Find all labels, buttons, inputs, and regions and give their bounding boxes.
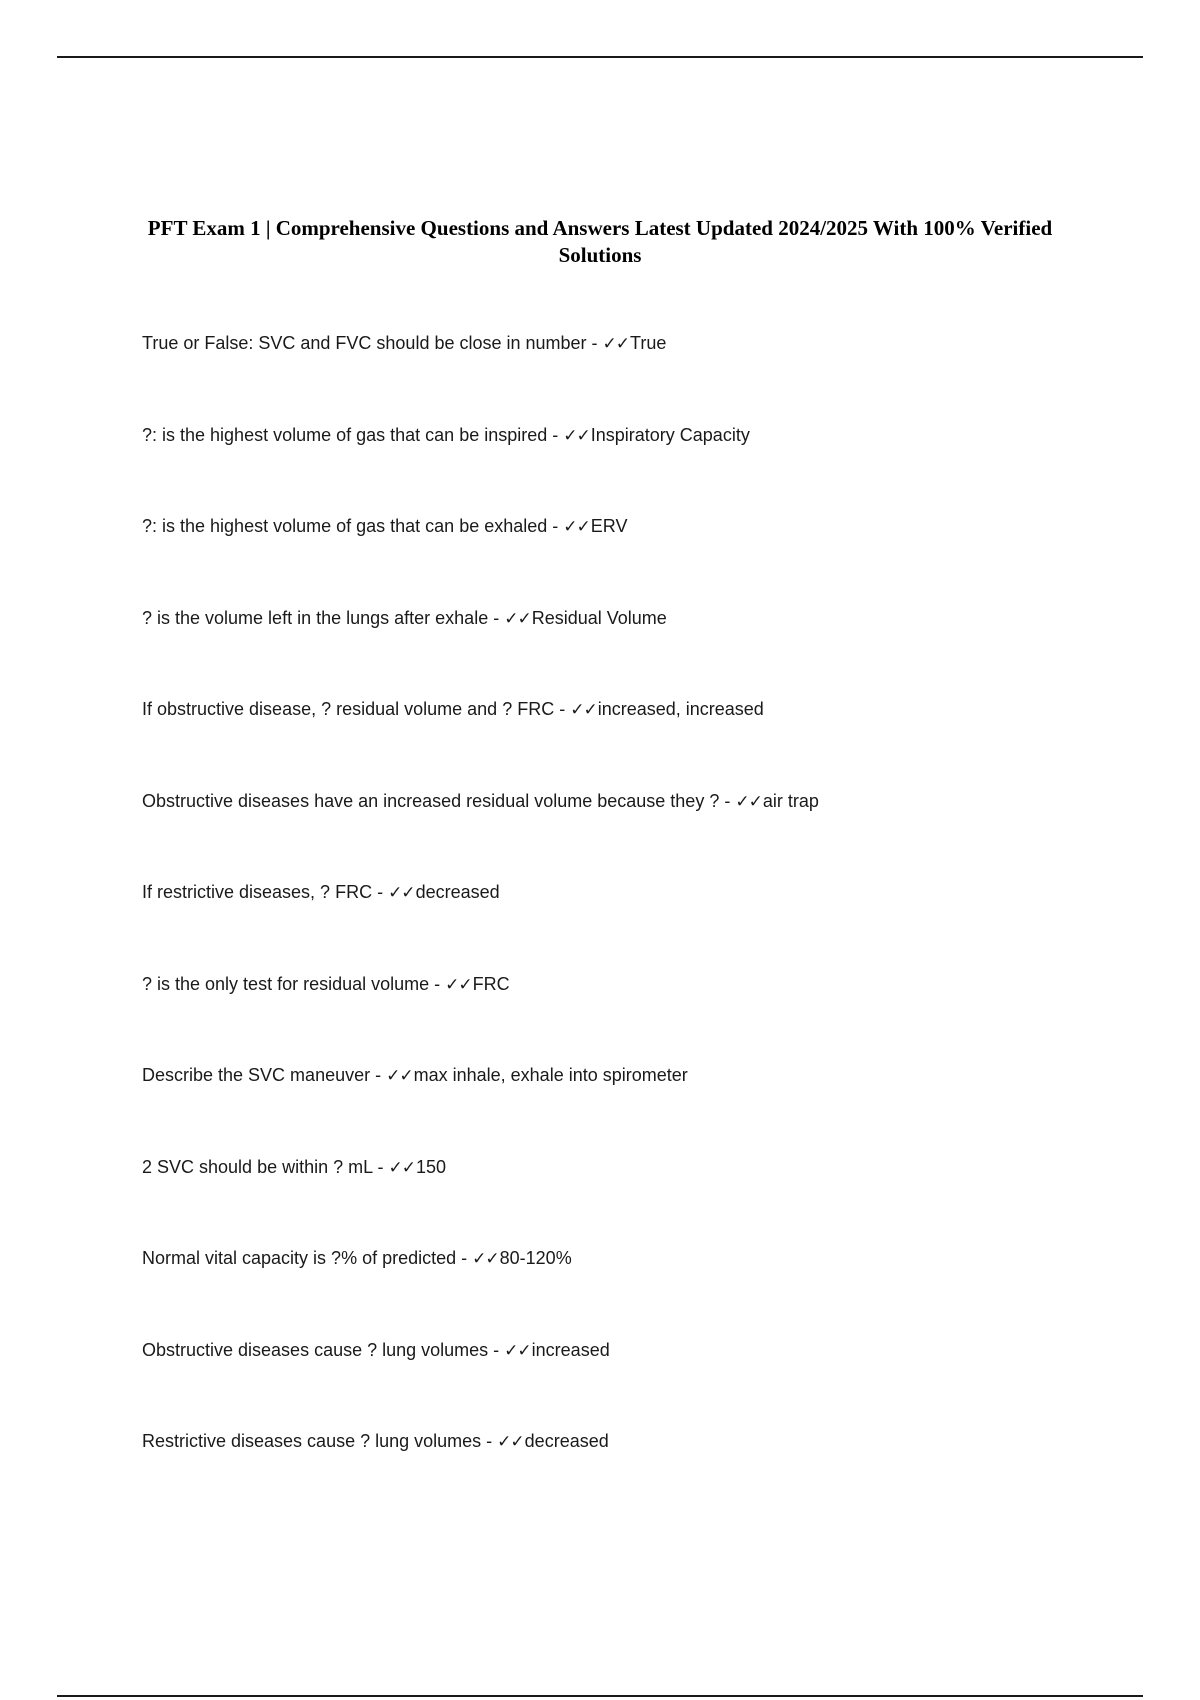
- page-title: PFT Exam 1 | Comprehensive Questions and Answers Latest Updated 2024/2025 With 100% Verified Solutions: [147, 216, 1053, 267]
- check-mark-icon: ✓✓: [388, 883, 415, 903]
- check-mark-icon: ✓✓: [570, 700, 597, 720]
- answer-text: ERV: [590, 516, 628, 536]
- qa-item: [142, 1245, 1122, 1337]
- check-mark-icon: ✓✓: [602, 334, 630, 354]
- footer-divider: [57, 1695, 1143, 1697]
- qa-list: [142, 330, 1122, 1520]
- question-text: ? is the volume left in the lungs after exhale -: [142, 607, 505, 628]
- qa-item: [142, 696, 1122, 788]
- question-text: Describe the SVC maneuver -: [142, 1065, 387, 1085]
- question-text: True or False: SVC and FVC should be close in number -: [142, 333, 603, 353]
- answer-text: FRC: [472, 973, 510, 994]
- qa-item: [142, 1062, 1122, 1154]
- header-divider: [57, 56, 1143, 58]
- answer-text: max inhale, exhale into spirometer: [413, 1065, 688, 1085]
- qa-item: [142, 971, 1122, 1063]
- question-text: ?: is the highest volume of gas that can be inspired -: [142, 424, 564, 445]
- answer-text: air trap: [762, 790, 819, 811]
- answer-text: decreased: [524, 1431, 609, 1451]
- question-text: Restrictive diseases cause ? lung volumes -: [142, 1431, 498, 1451]
- answer-text: 80-120%: [499, 1248, 572, 1268]
- qa-item: [142, 422, 1122, 514]
- check-mark-icon: ✓✓: [497, 1432, 524, 1452]
- check-mark-icon: ✓✓: [388, 1157, 415, 1178]
- qa-item: [142, 1337, 1122, 1429]
- qa-item: [142, 330, 1122, 422]
- qa-item: [142, 605, 1122, 697]
- check-mark-icon: ✓✓: [504, 1340, 531, 1361]
- answer-text: decreased: [415, 882, 500, 902]
- answer-text: increased, increased: [597, 699, 764, 719]
- answer-text: True: [630, 333, 667, 353]
- qa-item: [142, 1154, 1122, 1246]
- answer-text: 150: [415, 1156, 447, 1177]
- question-text: ? is the only test for residual volume -: [142, 973, 446, 994]
- check-mark-icon: ✓✓: [735, 791, 762, 812]
- check-mark-icon: ✓✓: [445, 974, 472, 995]
- check-mark-icon: ✓✓: [563, 517, 590, 537]
- check-mark-icon: ✓✓: [563, 425, 590, 446]
- qa-item: [142, 788, 1122, 880]
- check-mark-icon: ✓✓: [386, 1066, 413, 1086]
- check-mark-icon: ✓✓: [472, 1249, 499, 1269]
- question-text: If restrictive diseases, ? FRC -: [142, 882, 389, 902]
- question-text: Normal vital capacity is ?% of predicted -: [142, 1248, 473, 1268]
- check-mark-icon: ✓✓: [504, 608, 531, 629]
- question-text: Obstructive diseases cause ? lung volumes -: [142, 1339, 505, 1360]
- answer-text: Residual Volume: [531, 607, 667, 628]
- qa-item: [142, 879, 1122, 971]
- question-text: ?: is the highest volume of gas that can be exhaled -: [142, 516, 564, 536]
- question-text: 2 SVC should be within ? mL -: [142, 1156, 389, 1177]
- answer-text: Inspiratory Capacity: [590, 424, 750, 445]
- qa-item: [142, 513, 1122, 605]
- question-text: Obstructive diseases have an increased residual volume because they ? -: [142, 790, 736, 811]
- answer-text: increased: [531, 1339, 610, 1360]
- question-text: If obstructive disease, ? residual volume and ? FRC -: [142, 699, 571, 719]
- qa-item: [142, 1428, 1122, 1520]
